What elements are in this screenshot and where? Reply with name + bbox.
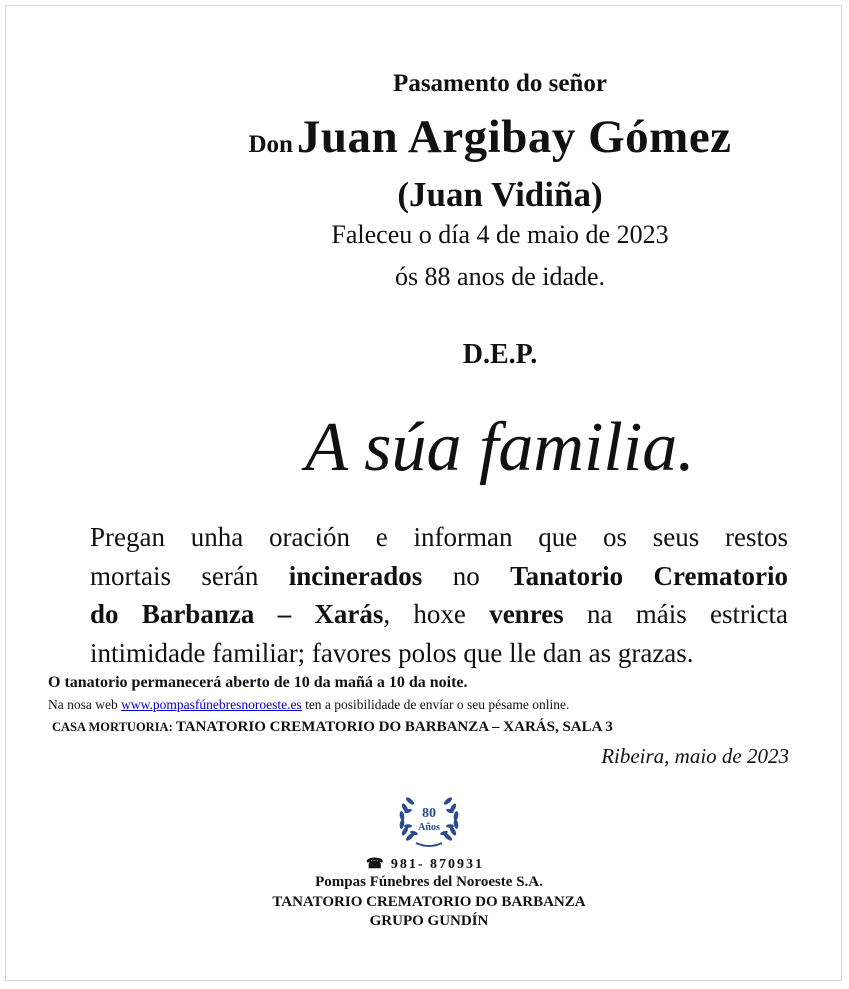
text-segment: no xyxy=(422,560,511,591)
website-link[interactable]: www.pompasfúnebresnoroeste.es xyxy=(121,697,302,712)
text-segment: mortais serán xyxy=(90,560,289,591)
phone-line xyxy=(300,856,550,873)
announcement-paragraph xyxy=(52,518,788,672)
logo-word: Años xyxy=(418,822,440,833)
phone-icon: ☎ xyxy=(365,857,386,872)
text-segment: , hoxe xyxy=(383,599,490,629)
place-date: Ribeira, maio de 2023 xyxy=(601,744,789,768)
web-note-post: ten a posibilidade de envíar o seu pésame online. xyxy=(301,697,570,712)
group-name: GRUPO GUNDÍN xyxy=(369,913,489,929)
paragraph-line-3 xyxy=(52,595,788,634)
text-bold: Tanatorio Crematorio xyxy=(510,560,789,591)
web-note xyxy=(48,697,569,713)
paragraph-line-4: intimidade familiar; favores polos que lle dan as grazas. xyxy=(90,637,694,668)
date-of-death: Faleceu o día 4 de maio de 2023 xyxy=(331,220,669,249)
opening-hours: O tanatorio permanecerá aberto de 10 da mañá a 10 da noite. xyxy=(48,674,468,691)
laurel-wreath-icon xyxy=(386,787,472,853)
text-bold: incinerados xyxy=(288,560,423,591)
deceased-name-line xyxy=(180,110,800,164)
company-name: Pompas Fúnebres del Noroeste S.A. xyxy=(315,874,543,890)
family-heading: A súa familia. xyxy=(305,409,695,486)
text-bold: do Barbanza – Xarás xyxy=(90,599,384,629)
age: ós 88 anos de idade. xyxy=(394,262,606,291)
rip-text: D.E.P. xyxy=(462,339,538,370)
pre-title: Pasamento do señor xyxy=(393,70,607,97)
funeral-home-label: CASA MORTUORIA: xyxy=(52,720,176,734)
web-note-pre: Na nosa web xyxy=(48,697,122,712)
logo-number: 80 xyxy=(422,806,436,821)
nickname: (Juan Vidiña) xyxy=(397,175,603,214)
anniversary-logo xyxy=(386,787,472,853)
text-bold: venres xyxy=(489,599,564,629)
phone-number: 981- 870931 xyxy=(390,857,485,872)
deceased-name: Juan Argibay Gómez xyxy=(296,111,732,163)
paragraph-line-1: Pregan unha oración e informan que os seus restos xyxy=(90,522,788,552)
text-segment: na máis estricta xyxy=(563,599,789,629)
crematorio-name: TANATORIO CREMATORIO DO BARBANZA xyxy=(272,894,586,910)
paragraph-line-2 xyxy=(52,557,788,596)
honorific: Don xyxy=(248,131,293,158)
funeral-home-value: TANATORIO CREMATORIO DO BARBANZA – XARÁS, SALA 3 xyxy=(175,719,613,735)
funeral-home-line xyxy=(52,719,613,736)
